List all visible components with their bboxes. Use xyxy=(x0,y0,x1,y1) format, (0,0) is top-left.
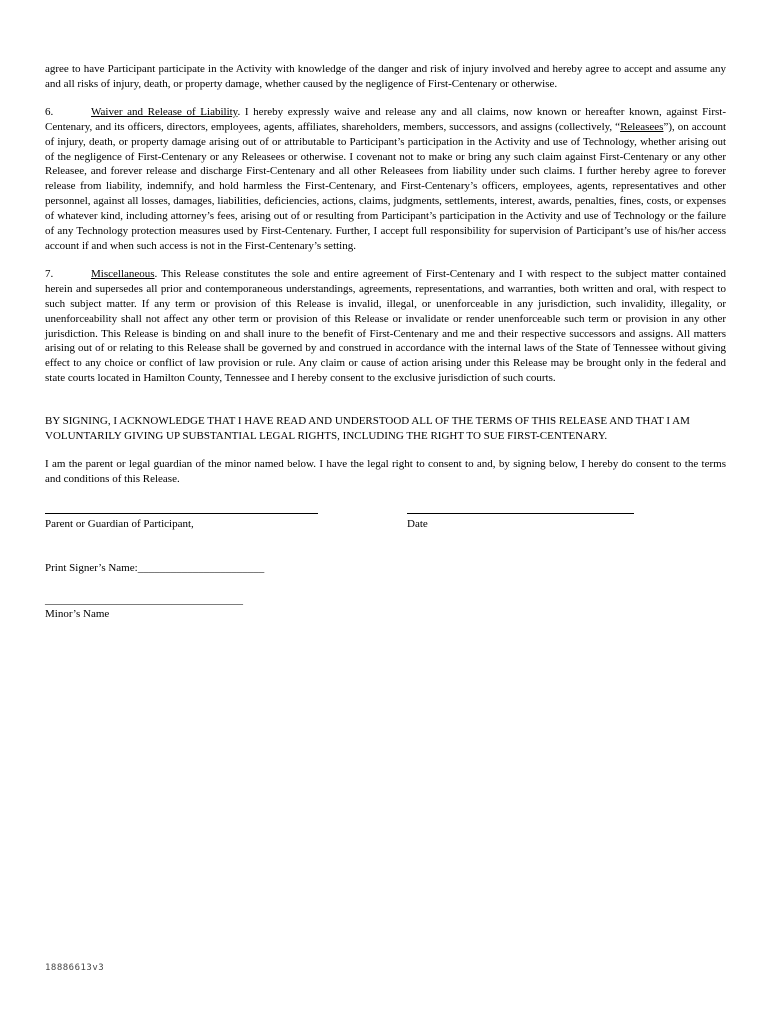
document-id: 18886613v3 xyxy=(45,963,105,973)
print-signer-name-label: Print Signer’s Name: xyxy=(45,561,138,574)
acknowledgement-paragraph: BY SIGNING, I ACKNOWLEDGE THAT I HAVE READ AND UNDERSTOOD ALL OF THE TERMS OF THIS RELEASE AND THAT I AM VOLUNTARILY GIVING UP SUBSTANTIAL LEGAL RIGHTS, INCLUDING THE RIGHT TO SUE FIRST-CENTENARY. xyxy=(45,415,690,443)
section-7-text: . This Release constitutes the sole and entire agreement of First-Centenary and I with respect to the subject matter contained herein and supersedes all prior and contemporaneous understandings, agreements, representations, and warranties, both written and oral, with respect to such subject matter. If any term or provision of this Release is invalid, illegal, or unenforceable in any jurisdiction, such invalidity, illegality, or unenforceability shall not affect any other term or provision of this Release or invalidate or render unenforceable such term or provision in any other jurisdiction. This Release is binding on and shall inure to the benefit of First-Centenary and me and their respective successors and assigns. All matters arising out of or relating to this Release shall be governed by and construed in accordance with the internal laws of the State of Tennessee without giving effect to any choice or conflict of law provision or rule. Any claim or cause of action arising under this Release may be brought only in the federal and state courts located in Hamilton County, Tennessee and I hereby consent to the exclusive jurisdiction of such courts. xyxy=(45,267,726,385)
section-6-number: 6. xyxy=(45,105,54,118)
document-page xyxy=(45,62,726,621)
signature-row xyxy=(45,513,726,553)
intro-paragraph: agree to have Participant participate in the Activity with knowledge of the danger and risk of injury involved and hereby agree to accept and assume any and all risks of injury, death, or property damage, whether caused by the negligence of First-Centenary or otherwise. xyxy=(45,63,726,90)
section-7-title: Miscellaneous xyxy=(91,267,155,280)
minor-name-label: Minor’s Name xyxy=(45,607,110,620)
print-signer-name-field[interactable]: _______________________ xyxy=(137,561,265,574)
date-line[interactable] xyxy=(407,513,634,514)
section-6-title: Waiver and Release of Liability xyxy=(91,105,238,118)
section-7-number: 7. xyxy=(45,267,54,280)
section-7-paragraph xyxy=(45,267,726,386)
parent-signature-label: Parent or Guardian of Participant, xyxy=(45,517,194,530)
section-6-defined-term: Releasees xyxy=(620,120,664,133)
section-6-paragraph xyxy=(45,105,726,254)
section-6-text-a: . I hereby expressly waive and release any and all claims, now known or hereafter known, against First-Centenary, and its officers, directors, employees, agents, affiliates, shareholders, members, successors, and assigns (collectively, “ xyxy=(45,105,726,133)
consent-paragraph: I am the parent or legal guardian of the minor named below. I have the legal right to consent to and, by signing below, I hereby do consent to the terms and conditions of this Release. xyxy=(45,457,726,485)
parent-signature-line[interactable] xyxy=(45,513,318,514)
print-signer-name-row xyxy=(45,561,726,575)
section-6-text-b: ”), on account of injury, death, or property damage arising out of or attributable to Participant’s participation in the Activity and use of Technology, whether arising out of the negligence of First-Centenary or any Releasees or otherwise. I covenant not to make or bring any such claim against First-Centenary or any other Releasee, and forever release and discharge First-Centenary and all other Releasees from liability under such claims. I further hereby agree to forever release from liability, indemnify, and hold harmless the First-Centenary, and First-Centenary’s officers, employees, agents, representatives and other personnel, against all losses, damages, liabilities, deficiencies, actions, claims, judgments, settlements, interest, awards, penalties, fines, costs, or expenses of whatever kind, including attorney’s fees, arising out of or resulting from Participant’s participation in the Activity and use of Technology or the failure of any Technology protection measures used by First-Centenary. Further, I accept full responsibility for supervision of Participant’s use of his/her access account if and when such access is not in the First-Centenary’s setting. xyxy=(45,120,727,252)
date-label: Date xyxy=(407,517,428,530)
minor-name-field[interactable]: ____________________________________ xyxy=(45,593,243,606)
